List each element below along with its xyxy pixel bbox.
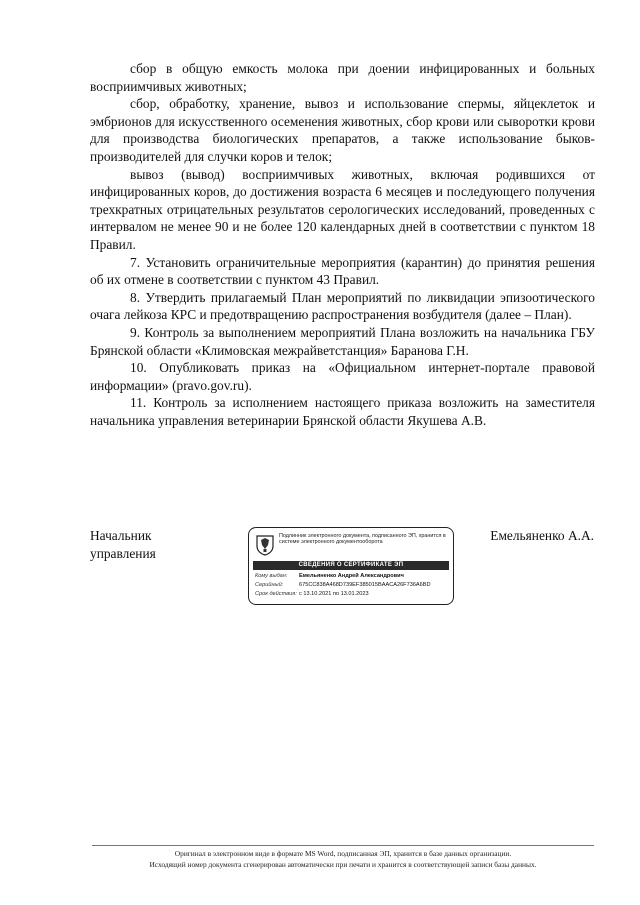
signatory-name: Емельяненко А.А. (490, 528, 594, 543)
issued-to-label: Кому выдан: (255, 573, 288, 579)
paragraph-item-9: 9. Контроль за выполнением мероприятий Плана возложить на начальника ГБУ Брянской области «Климовская межрайветстанция» Баранова Г.Н. (90, 324, 595, 358)
coat-of-arms-icon (255, 534, 275, 556)
stamp-header: Подлинник электронного документа, подписанного ЭП, хранится в системе электронного документооборота (279, 533, 446, 546)
electronic-signature-stamp (248, 527, 454, 605)
paragraph-item-7: 7. Установить ограничительные мероприятия (карантин) до принятия решения об их отмене в соответствии с пунктом 43 Правил. (90, 254, 595, 288)
position-line-1: Начальник (90, 528, 152, 543)
paragraph-item-11: 11. Контроль за исполнением настоящего приказа возложить на заместителя начальника управления ветеринарии Брянской области Якушева А.В. (90, 395, 595, 428)
serial-label: Серийный: (255, 582, 284, 588)
paragraph-item-10: 10. Опубликовать приказ на «Официальном интернет-портале правовой информации» (pravo.gov.ru). (90, 360, 595, 393)
stamp-title: СВЕДЕНИЯ О СЕРТИФИКАТЕ ЭП (253, 561, 449, 570)
issued-to-value: Емельяненко Андрей Александрович (299, 573, 404, 579)
stamp-row-serial (255, 582, 431, 589)
validity-label: Срок действия: (255, 591, 297, 597)
position-line-2: управления (90, 546, 156, 561)
signatory-position (90, 527, 156, 563)
footer-line-1: Оригинал в электронном виде в формате MS Word, подписанная ЭП, хранится в базе данных организации. (174, 849, 512, 858)
paragraph-item-8: 8. Утвердить прилагаемый План мероприятий по ликвидации эпизоотического очага лейкоза КРС и предотвращению распространения возбудителя (далее – План). (90, 289, 595, 323)
stamp-row-validity (255, 591, 369, 598)
validity-value: с 13.10.2021 по 13.01.2023 (299, 591, 369, 597)
paragraph-milk-collection: сбор в общую емкость молока при доении инфицированных и больных восприимчивых животных; (90, 61, 595, 94)
document-body (90, 60, 595, 429)
document-footer (92, 848, 594, 870)
stamp-row-owner (255, 573, 404, 580)
footer-line-2: Исходящий номер документа сгенерирован автоматически при печати и хранится в соответствующей записи базы данных. (149, 860, 537, 869)
paragraph-sperm-processing: сбор, обработку, хранение, вывоз и использование спермы, яйцеклеток и эмбрионов для искусственного осеменения животных, сбор крови или сыворотки крови для производства биологических препаратов, а также использование быков-производителей для случки коров и телок; (90, 96, 595, 164)
footer-divider (92, 845, 594, 846)
paragraph-animal-removal: вывоз (вывод) восприимчивых животных, включая родившихся от инфицированных коров, до достижения возраста 6 месяцев и последующего получения трехкратных отрицательных результатов серологических исследований, проведенных с интервалом не менее 90 и не более 120 календарных дней в соответствии с пунктом 18 Правил. (90, 166, 595, 252)
serial-value: 675CC838A468D739EF385015BAACA26F736A6BD (299, 582, 431, 588)
